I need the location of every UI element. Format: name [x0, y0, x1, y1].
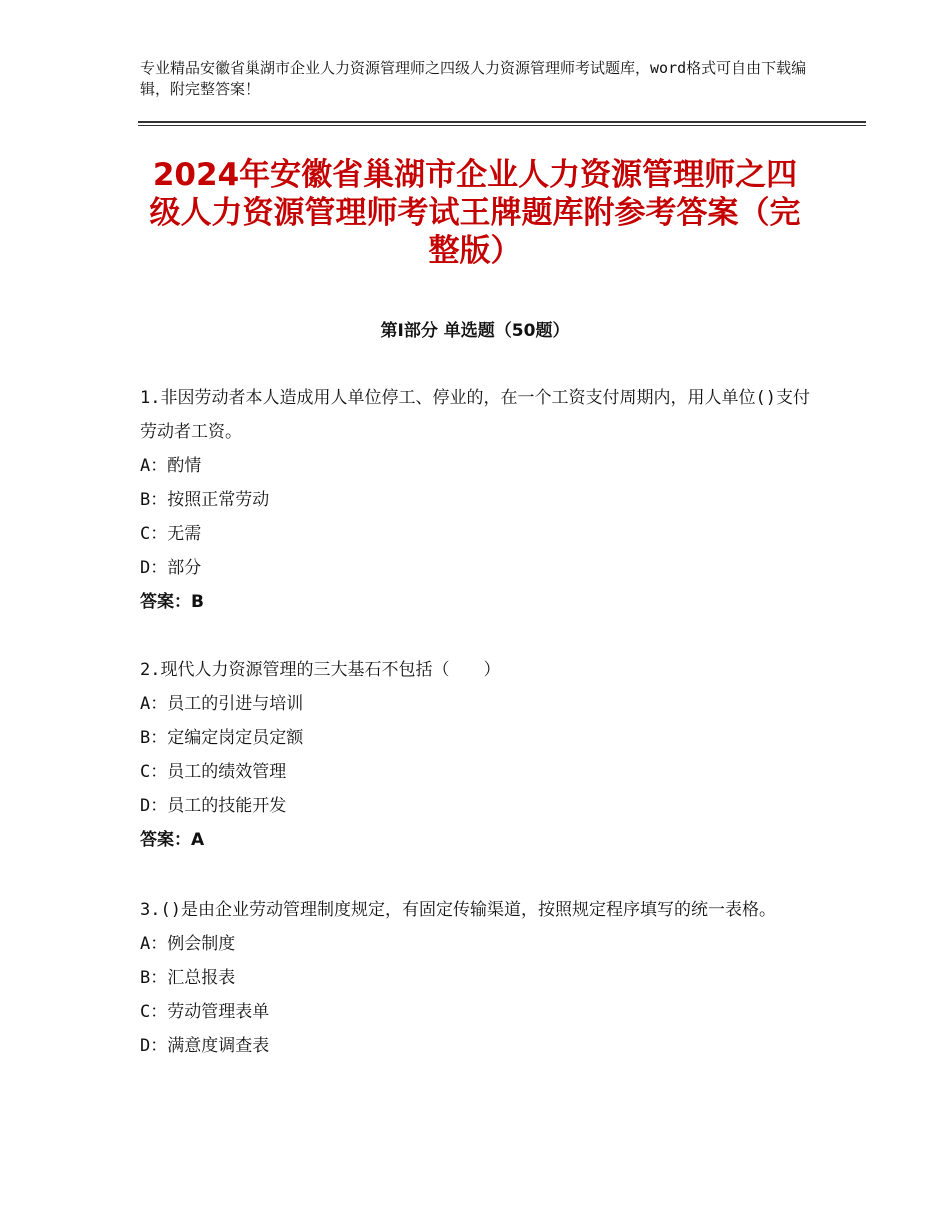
option-a: A：例会制度: [140, 934, 236, 954]
option-a: A：酌情: [140, 456, 202, 476]
option-d: D：员工的技能开发: [140, 796, 287, 816]
question-stem: 1.非因劳动者本人造成用人单位停工、停业的，在一个工资支付周期内，用人单位()支付劳动者工资。: [140, 388, 810, 442]
option-c: C：无需: [140, 524, 202, 544]
option-d: D：部分: [140, 558, 202, 578]
header-note: 专业精品安徽省巢湖市企业人力资源管理师之四级人力资源管理师考试题库，word格式可自由下载编辑，附完整答案！: [140, 59, 807, 98]
header-divider-thin: [138, 125, 866, 126]
question-stem: 2.现代人力资源管理的三大基石不包括（ ）: [140, 660, 501, 680]
answer: 答案：B: [140, 592, 204, 612]
question-1: [140, 381, 820, 619]
header-divider: [138, 121, 866, 123]
option-d: D：满意度调查表: [140, 1036, 270, 1056]
option-a: A：员工的引进与培训: [140, 694, 304, 714]
question-2: [140, 653, 820, 857]
option-c: C：劳动管理表单: [140, 1002, 270, 1022]
option-b: B：按照正常劳动: [140, 490, 270, 510]
option-c: C：员工的绩效管理: [140, 762, 287, 782]
document-title: 2024年安徽省巢湖市企业人力资源管理师之四级人力资源管理师考试王牌题库附参考答案（完整版）: [149, 157, 801, 269]
option-b: B：定编定岗定员定额: [140, 728, 304, 748]
option-b: B：汇总报表: [140, 968, 236, 988]
question-3: [140, 893, 820, 1063]
answer: 答案：A: [140, 830, 205, 850]
section-title: 第Ⅰ部分 单选题（50题）: [380, 321, 570, 341]
question-stem: 3.()是由企业劳动管理制度规定，有固定传输渠道，按照规定程序填写的统一表格。: [140, 900, 776, 920]
